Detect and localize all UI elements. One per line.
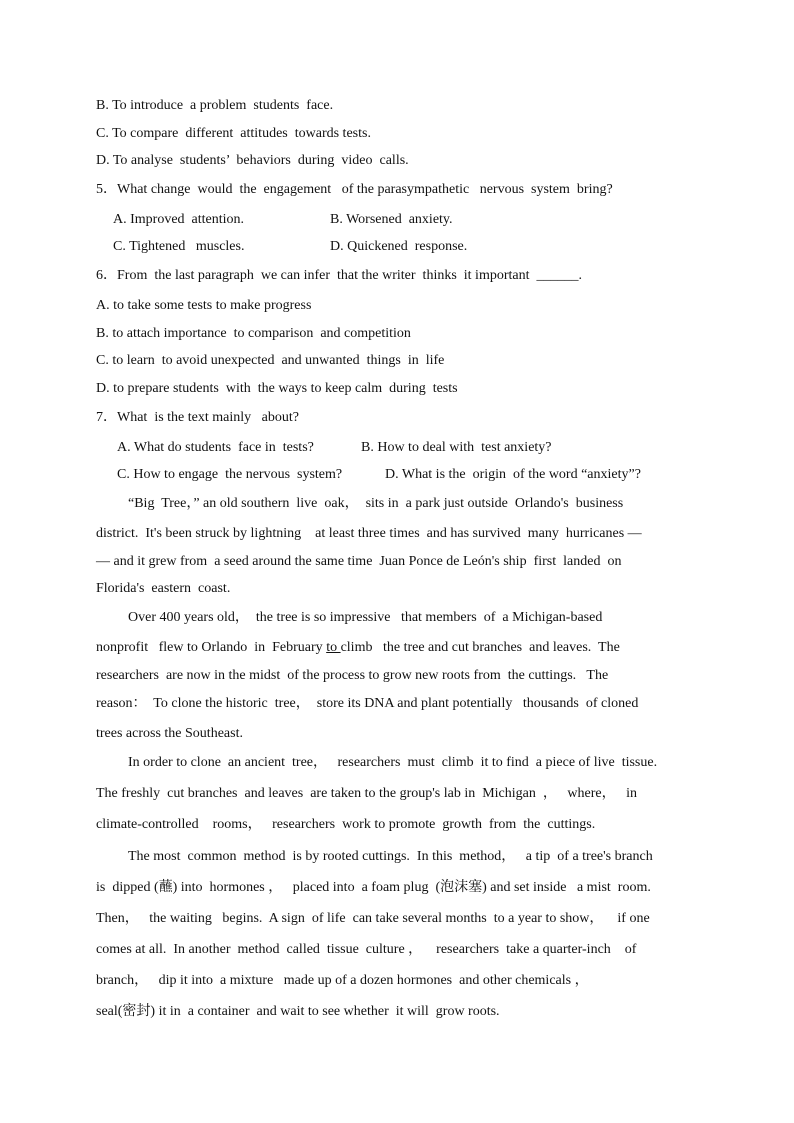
- passage-p1-line-1: “Big Tree，” an old southern live oak， sits in a park just outside Orlando's business: [128, 496, 624, 511]
- q5-stem: 5．What change would the engagement of the parasympathetic nervous system bring?: [96, 182, 613, 197]
- q6-option-a: A. to take some tests to make progress: [96, 298, 312, 313]
- passage-p4-line-1: The most common method is by rooted cuttings. In this method， a tip of a tree's branch: [128, 849, 653, 864]
- q4-option-d: D. To analyse students’ behaviors during video calls.: [96, 153, 409, 168]
- passage-p4-line-6: seal(密封) it in a container and wait to see whether it will grow roots.: [96, 1004, 500, 1019]
- passage-p4-line-4: comes at all. In another method called tissue culture ， researchers take a quarter-inch of: [96, 942, 637, 957]
- passage-p2-line-4: reason： To clone the historic tree， store its DNA and plant potentially thousands of cloned: [96, 696, 639, 711]
- q4-option-c: C. To compare different attitudes towards tests.: [96, 126, 371, 141]
- q7-option-d: D. What is the origin of the word “anxiety”?: [385, 467, 641, 482]
- q6-stem: 6．From the last paragraph we can infer that the writer thinks it important ______.: [96, 268, 582, 283]
- q5-option-c: C. Tightened muscles.: [113, 239, 245, 254]
- passage-p4-line-2: is dipped (蘸) into hormones ， placed into a foam plug (泡沫塞) and set inside a mist room.: [96, 880, 651, 895]
- passage-p2-line-5: trees across the Southeast.: [96, 726, 243, 741]
- passage-p1-line-4: Florida's eastern coast.: [96, 581, 231, 596]
- q4-option-b: B. To introduce a problem students face.: [96, 98, 334, 113]
- q7-stem: 7．What is the text mainly about?: [96, 410, 299, 425]
- q7-option-a: A. What do students face in tests?: [117, 440, 314, 455]
- q5-option-a: A. Improved attention.: [113, 212, 245, 227]
- passage-p3-line-2: The freshly cut branches and leaves are taken to the group's lab in Michigan ， where， in: [96, 786, 637, 801]
- q6-option-d: D. to prepare students with the ways to keep calm during tests: [96, 381, 458, 396]
- passage-p2-line-2-after: climb the tree and cut branches and leaves. The: [340, 640, 620, 655]
- q6-option-b: B. to attach importance to comparison and competition: [96, 326, 411, 341]
- passage-p2-line-2: [96, 639, 620, 657]
- passage-p4-line-5: branch， dip it into a mixture made up of a dozen hormones and other chemicals ，: [96, 973, 589, 988]
- passage-p2-line-2-before: nonprofit flew to Orlando in February: [96, 640, 327, 655]
- passage-p3-line-3: climate-controlled rooms， researchers work to promote growth from the cuttings.: [96, 817, 596, 832]
- passage-p3-line-1: In order to clone an ancient tree， researchers must climb it to find a piece of live tissue.: [128, 755, 658, 770]
- passage-p4-line-3: Then， the waiting begins. A sign of life can take several months to a year to show， if one: [96, 911, 650, 926]
- passage-p1-line-3: — and it grew from a seed around the same time Juan Ponce de León's ship first landed on: [96, 554, 622, 569]
- q7-option-c: C. How to engage the nervous system?: [117, 467, 343, 482]
- passage-p1-line-2: district. It's been struck by lightning at least three times and has survived many hurricanes —: [96, 526, 642, 541]
- q6-option-c: C. to learn to avoid unexpected and unwanted things in life: [96, 353, 445, 368]
- q5-option-b: B. Worsened anxiety.: [330, 212, 453, 227]
- passage-underlined-to: to: [326, 640, 341, 655]
- q5-option-d: D. Quickened response.: [330, 239, 468, 254]
- q7-option-b: B. How to deal with test anxiety?: [361, 440, 552, 455]
- passage-p2-line-1: Over 400 years old， the tree is so impressive that members of a Michigan-based: [128, 610, 603, 625]
- passage-p2-line-3: researchers are now in the midst of the process to grow new roots from the cuttings. The: [96, 668, 609, 683]
